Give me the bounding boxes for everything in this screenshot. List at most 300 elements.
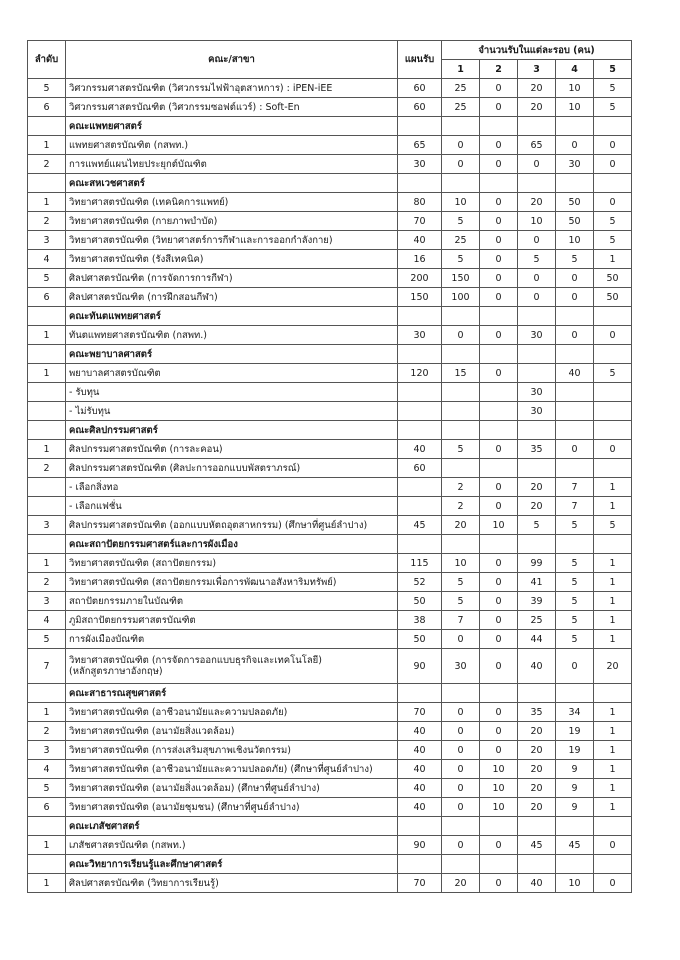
faculty-name: คณะพยาบาลศาสตร์ (66, 345, 398, 364)
row-round-3: 30 (518, 326, 556, 345)
row-round-3: 20 (518, 497, 556, 516)
row-round-3: 5 (518, 250, 556, 269)
row-round-1 (442, 817, 480, 836)
row-round-4 (556, 684, 594, 703)
table-row (28, 212, 632, 231)
row-round-4: 7 (556, 478, 594, 497)
row-no (28, 117, 66, 136)
row-plan: 40 (398, 760, 442, 779)
row-round-3 (518, 307, 556, 326)
table-row (28, 798, 632, 817)
faculty-name: คณะสถาปัตยกรรมศาสตร์และการผังเมือง (66, 535, 398, 554)
row-round-4: 5 (556, 554, 594, 573)
row-round-5 (594, 307, 632, 326)
faculty-name: คณะศิลปกรรมศาสตร์ (66, 421, 398, 440)
row-round-5: 0 (594, 136, 632, 155)
table-row (28, 79, 632, 98)
row-round-2: 0 (480, 250, 518, 269)
row-round-1: 0 (442, 798, 480, 817)
row-plan: 45 (398, 516, 442, 535)
row-round-5: 0 (594, 836, 632, 855)
row-plan: 70 (398, 703, 442, 722)
row-round-3 (518, 817, 556, 836)
row-round-4: 50 (556, 212, 594, 231)
row-round-3: 20 (518, 98, 556, 117)
row-round-5: 1 (594, 760, 632, 779)
row-plan (398, 345, 442, 364)
row-round-4: 0 (556, 326, 594, 345)
row-round-4 (556, 459, 594, 478)
row-round-2 (480, 383, 518, 402)
header-rounds-title: จำนวนรับในแต่ละรอบ (คน) (442, 41, 632, 60)
row-plan: 38 (398, 611, 442, 630)
row-plan: 30 (398, 155, 442, 174)
row-round-3: 40 (518, 649, 556, 684)
row-plan: 60 (398, 98, 442, 117)
row-round-2 (480, 307, 518, 326)
row-plan: 52 (398, 573, 442, 592)
row-plan (398, 174, 442, 193)
row-round-4: 5 (556, 592, 594, 611)
table-row (28, 573, 632, 592)
row-round-4: 9 (556, 798, 594, 817)
row-round-1: 20 (442, 516, 480, 535)
row-no (28, 402, 66, 421)
row-round-1: 0 (442, 326, 480, 345)
row-round-1: 25 (442, 79, 480, 98)
row-round-5: 1 (594, 722, 632, 741)
program-name: การผังเมืองบัณฑิต (66, 630, 398, 649)
row-round-2: 0 (480, 98, 518, 117)
row-round-5: 0 (594, 874, 632, 893)
row-round-1: 0 (442, 836, 480, 855)
row-round-2: 10 (480, 779, 518, 798)
row-round-3: 65 (518, 136, 556, 155)
row-no: 2 (28, 212, 66, 231)
faculty-row (28, 684, 632, 703)
row-plan: 40 (398, 440, 442, 459)
row-round-1 (442, 307, 480, 326)
program-name-line-1: วิทยาศาสตรบัณฑิต (การจัดการออกแบบธุรกิจและเทคโนโลยี) (69, 655, 322, 666)
row-round-5: 1 (594, 703, 632, 722)
row-plan (398, 383, 442, 402)
program-name: ศิลปศาสตรบัณฑิต (การฝึกสอนกีฬา) (66, 288, 398, 307)
row-round-1 (442, 535, 480, 554)
row-plan (398, 478, 442, 497)
row-no: 3 (28, 516, 66, 535)
table-row (28, 874, 632, 893)
faculty-name: คณะทันตแพทยศาสตร์ (66, 307, 398, 326)
row-round-4 (556, 117, 594, 136)
program-name: วิทยาศาสตรบัณฑิต (กายภาพบำบัด) (66, 212, 398, 231)
row-round-5: 1 (594, 592, 632, 611)
header-round-1: 1 (442, 60, 480, 79)
row-round-1: 5 (442, 440, 480, 459)
row-round-5 (594, 345, 632, 364)
row-plan (398, 307, 442, 326)
row-no: 5 (28, 630, 66, 649)
table-row (28, 630, 632, 649)
row-round-3 (518, 684, 556, 703)
row-round-5: 50 (594, 288, 632, 307)
row-round-1: 25 (442, 98, 480, 117)
row-round-2: 0 (480, 212, 518, 231)
row-round-3: 0 (518, 231, 556, 250)
row-no (28, 497, 66, 516)
row-round-1: 7 (442, 611, 480, 630)
row-round-5: 0 (594, 326, 632, 345)
row-round-2 (480, 402, 518, 421)
row-round-4: 34 (556, 703, 594, 722)
faculty-row (28, 817, 632, 836)
program-name: วิทยาศาสตรบัณฑิต (อาชีวอนามัยและความปลอดภัย) (ศึกษาที่ศูนย์ลำปาง) (66, 760, 398, 779)
row-round-4: 5 (556, 250, 594, 269)
row-round-4: 0 (556, 269, 594, 288)
row-plan: 65 (398, 136, 442, 155)
header-program: คณะ/สาขา (66, 41, 398, 79)
row-round-2: 0 (480, 231, 518, 250)
row-round-4 (556, 383, 594, 402)
row-round-3: 20 (518, 478, 556, 497)
table-row (28, 231, 632, 250)
faculty-name: คณะสหเวชศาสตร์ (66, 174, 398, 193)
header-round-3: 3 (518, 60, 556, 79)
row-round-3: 20 (518, 779, 556, 798)
row-no: 1 (28, 326, 66, 345)
row-round-2: 0 (480, 478, 518, 497)
row-round-2 (480, 684, 518, 703)
row-round-1: 2 (442, 478, 480, 497)
admission-quota-table (27, 40, 632, 893)
row-round-3 (518, 174, 556, 193)
row-round-3: 5 (518, 516, 556, 535)
row-round-2: 10 (480, 760, 518, 779)
table-row (28, 136, 632, 155)
row-plan (398, 535, 442, 554)
table-row (28, 760, 632, 779)
row-round-4: 5 (556, 630, 594, 649)
row-round-4: 5 (556, 516, 594, 535)
row-no: 4 (28, 760, 66, 779)
row-round-3: 25 (518, 611, 556, 630)
row-round-1: 150 (442, 269, 480, 288)
row-plan: 40 (398, 779, 442, 798)
row-no: 1 (28, 136, 66, 155)
program-name: วิทยาศาสตรบัณฑิต (วิทยาศาสตร์การกีฬาและการออกกำลังกาย) (66, 231, 398, 250)
row-round-4 (556, 307, 594, 326)
header-plan: แผนรับ (398, 41, 442, 79)
program-name: พยาบาลศาสตรบัณฑิต (66, 364, 398, 383)
row-no: 1 (28, 874, 66, 893)
row-no: 5 (28, 269, 66, 288)
row-round-5 (594, 459, 632, 478)
row-round-4: 0 (556, 440, 594, 459)
program-name: ศิลปกรรมศาสตรบัณฑิต (ศิลปะการออกแบบพัสตราภรณ์) (66, 459, 398, 478)
row-round-5: 5 (594, 231, 632, 250)
row-round-3: 0 (518, 288, 556, 307)
header-round-4: 4 (556, 60, 594, 79)
row-round-3 (518, 364, 556, 383)
row-round-2: 0 (480, 722, 518, 741)
row-round-1: 0 (442, 741, 480, 760)
faculty-row (28, 855, 632, 874)
row-round-3 (518, 459, 556, 478)
row-round-3: 20 (518, 741, 556, 760)
row-round-5: 1 (594, 497, 632, 516)
program-name-line-2: (หลักสูตรภาษาอังกฤษ) (69, 666, 163, 677)
row-round-3: 20 (518, 722, 556, 741)
program-name: วิทยาศาสตรบัณฑิต (การส่งเสริมสุขภาพเชิงนวัตกรรม) (66, 741, 398, 760)
row-round-3: 39 (518, 592, 556, 611)
row-round-4: 10 (556, 874, 594, 893)
row-plan: 90 (398, 649, 442, 684)
program-name: ศิลปศาสตรบัณฑิต (วิทยาการเรียนรู้) (66, 874, 398, 893)
row-round-1: 2 (442, 497, 480, 516)
row-round-5: 20 (594, 649, 632, 684)
row-no: 2 (28, 722, 66, 741)
row-plan: 60 (398, 79, 442, 98)
row-round-1 (442, 421, 480, 440)
row-round-5: 1 (594, 478, 632, 497)
table-row (28, 779, 632, 798)
row-round-1: 0 (442, 155, 480, 174)
row-round-2: 0 (480, 497, 518, 516)
row-round-2 (480, 174, 518, 193)
row-round-4: 5 (556, 611, 594, 630)
row-round-1: 0 (442, 779, 480, 798)
row-round-4 (556, 855, 594, 874)
row-round-3: 20 (518, 79, 556, 98)
row-round-2: 0 (480, 630, 518, 649)
row-round-4: 19 (556, 741, 594, 760)
row-round-3: 41 (518, 573, 556, 592)
row-round-2: 0 (480, 193, 518, 212)
row-round-3: 44 (518, 630, 556, 649)
table-row (28, 516, 632, 535)
row-plan (398, 817, 442, 836)
row-no (28, 421, 66, 440)
program-name: แพทยศาสตรบัณฑิต (กสพท.) (66, 136, 398, 155)
row-round-4: 19 (556, 722, 594, 741)
row-round-1: 25 (442, 231, 480, 250)
row-round-4: 10 (556, 98, 594, 117)
row-round-2: 0 (480, 136, 518, 155)
program-name: สถาปัตยกรรมภายในบัณฑิต (66, 592, 398, 611)
row-round-1 (442, 345, 480, 364)
row-round-1: 5 (442, 212, 480, 231)
row-round-3 (518, 345, 556, 364)
row-round-4 (556, 345, 594, 364)
row-round-5: 1 (594, 250, 632, 269)
row-no: 7 (28, 649, 66, 684)
row-plan: 50 (398, 630, 442, 649)
row-plan: 40 (398, 231, 442, 250)
row-round-4 (556, 535, 594, 554)
row-plan (398, 684, 442, 703)
table-row (28, 440, 632, 459)
program-name: วิทยาศาสตรบัณฑิต (สถาปัตยกรรมเพื่อการพัฒนาอสังหาริมทรัพย์) (66, 573, 398, 592)
row-round-5: 5 (594, 212, 632, 231)
row-round-5: 5 (594, 516, 632, 535)
row-round-2: 10 (480, 516, 518, 535)
row-round-2 (480, 817, 518, 836)
row-no (28, 345, 66, 364)
row-no (28, 535, 66, 554)
row-round-4: 0 (556, 136, 594, 155)
row-plan: 80 (398, 193, 442, 212)
row-no: 3 (28, 741, 66, 760)
row-plan (398, 855, 442, 874)
program-name: การแพทย์แผนไทยประยุกต์บัณฑิต (66, 155, 398, 174)
program-name: วิทยาศาสตรบัณฑิต (อนามัยสิ่งแวดล้อม) (66, 722, 398, 741)
program-name: วิทยาศาสตรบัณฑิต (สถาปัตยกรรม) (66, 554, 398, 573)
row-round-1: 20 (442, 874, 480, 893)
row-no: 3 (28, 592, 66, 611)
row-round-3: 35 (518, 440, 556, 459)
faculty-row (28, 421, 632, 440)
row-round-4 (556, 174, 594, 193)
row-round-5: 5 (594, 364, 632, 383)
program-name: วิศวกรรมศาสตรบัณฑิต (วิศวกรรมไฟฟ้าอุตสาหการ) : iPEN-iEE (66, 79, 398, 98)
row-round-3: 35 (518, 703, 556, 722)
row-round-1: 5 (442, 250, 480, 269)
row-plan: 150 (398, 288, 442, 307)
program-name: วิทยาศาสตรบัณฑิต (อาชีวอนามัยและความปลอดภัย) (66, 703, 398, 722)
program-name: - เลือกสิ่งทอ (66, 478, 398, 497)
row-round-2: 0 (480, 836, 518, 855)
row-round-4: 0 (556, 288, 594, 307)
table-row (28, 402, 632, 421)
row-no (28, 855, 66, 874)
row-plan (398, 421, 442, 440)
row-round-3: 10 (518, 212, 556, 231)
row-round-5 (594, 383, 632, 402)
row-no: 5 (28, 779, 66, 798)
row-round-4: 9 (556, 779, 594, 798)
row-round-5 (594, 684, 632, 703)
admission-table-sheet (27, 40, 631, 893)
program-name: ภูมิสถาปัตยกรรมศาสตรบัณฑิต (66, 611, 398, 630)
row-round-2: 0 (480, 874, 518, 893)
row-round-5: 0 (594, 440, 632, 459)
row-round-3: 20 (518, 760, 556, 779)
row-round-4: 0 (556, 649, 594, 684)
row-no: 1 (28, 554, 66, 573)
table-row (28, 269, 632, 288)
row-no (28, 307, 66, 326)
row-plan: 115 (398, 554, 442, 573)
row-round-5: 0 (594, 155, 632, 174)
row-round-5 (594, 421, 632, 440)
table-row (28, 722, 632, 741)
row-plan: 70 (398, 874, 442, 893)
row-no: 6 (28, 798, 66, 817)
table-row (28, 649, 632, 684)
row-round-3: 0 (518, 269, 556, 288)
row-round-5: 5 (594, 79, 632, 98)
row-plan: 16 (398, 250, 442, 269)
table-row (28, 554, 632, 573)
table-row (28, 497, 632, 516)
row-plan: 200 (398, 269, 442, 288)
row-no (28, 383, 66, 402)
table-row (28, 364, 632, 383)
row-round-1: 0 (442, 722, 480, 741)
row-round-2: 0 (480, 592, 518, 611)
program-name: ศิลปศาสตรบัณฑิต (การจัดการการกีฬา) (66, 269, 398, 288)
row-round-2: 0 (480, 741, 518, 760)
row-plan: 90 (398, 836, 442, 855)
row-round-1: 30 (442, 649, 480, 684)
faculty-row (28, 307, 632, 326)
row-round-1 (442, 855, 480, 874)
table-row (28, 193, 632, 212)
table-row (28, 326, 632, 345)
row-round-2: 0 (480, 440, 518, 459)
table-row (28, 741, 632, 760)
row-round-4: 45 (556, 836, 594, 855)
faculty-row (28, 535, 632, 554)
row-round-4: 10 (556, 231, 594, 250)
row-round-5: 50 (594, 269, 632, 288)
table-row (28, 478, 632, 497)
row-round-2 (480, 421, 518, 440)
row-plan (398, 117, 442, 136)
row-round-3: 30 (518, 383, 556, 402)
program-name: ทันตแพทยศาสตรบัณฑิต (กสพท.) (66, 326, 398, 345)
row-round-2: 0 (480, 573, 518, 592)
row-round-4: 9 (556, 760, 594, 779)
row-round-3 (518, 535, 556, 554)
header-round-2: 2 (480, 60, 518, 79)
row-round-5: 1 (594, 554, 632, 573)
row-no (28, 817, 66, 836)
row-no: 4 (28, 611, 66, 630)
row-round-1 (442, 459, 480, 478)
table-row (28, 459, 632, 478)
row-round-4 (556, 402, 594, 421)
row-round-2 (480, 117, 518, 136)
row-round-1: 15 (442, 364, 480, 383)
program-name: - ไม่รับทุน (66, 402, 398, 421)
row-round-4: 7 (556, 497, 594, 516)
row-round-5: 1 (594, 741, 632, 760)
row-no: 1 (28, 703, 66, 722)
row-no: 1 (28, 364, 66, 383)
row-no: 6 (28, 98, 66, 117)
row-round-2: 0 (480, 288, 518, 307)
row-plan: 70 (398, 212, 442, 231)
program-name: วิศวกรรมศาสตรบัณฑิต (วิศวกรรมซอฟต์แวร์) : Soft-En (66, 98, 398, 117)
row-round-4: 10 (556, 79, 594, 98)
faculty-name: คณะวิทยาการเรียนรู้และศึกษาศาสตร์ (66, 855, 398, 874)
row-round-5 (594, 402, 632, 421)
row-round-3: 0 (518, 155, 556, 174)
row-no (28, 684, 66, 703)
row-round-4 (556, 421, 594, 440)
table-row (28, 98, 632, 117)
table-row (28, 836, 632, 855)
row-round-4: 30 (556, 155, 594, 174)
row-round-1 (442, 684, 480, 703)
row-round-2: 0 (480, 703, 518, 722)
row-round-1: 0 (442, 630, 480, 649)
row-round-2: 0 (480, 649, 518, 684)
row-no: 1 (28, 836, 66, 855)
row-round-3: 40 (518, 874, 556, 893)
program-name: วิทยาศาสตรบัณฑิต (เทคนิคการแพทย์) (66, 193, 398, 212)
row-no: 1 (28, 440, 66, 459)
